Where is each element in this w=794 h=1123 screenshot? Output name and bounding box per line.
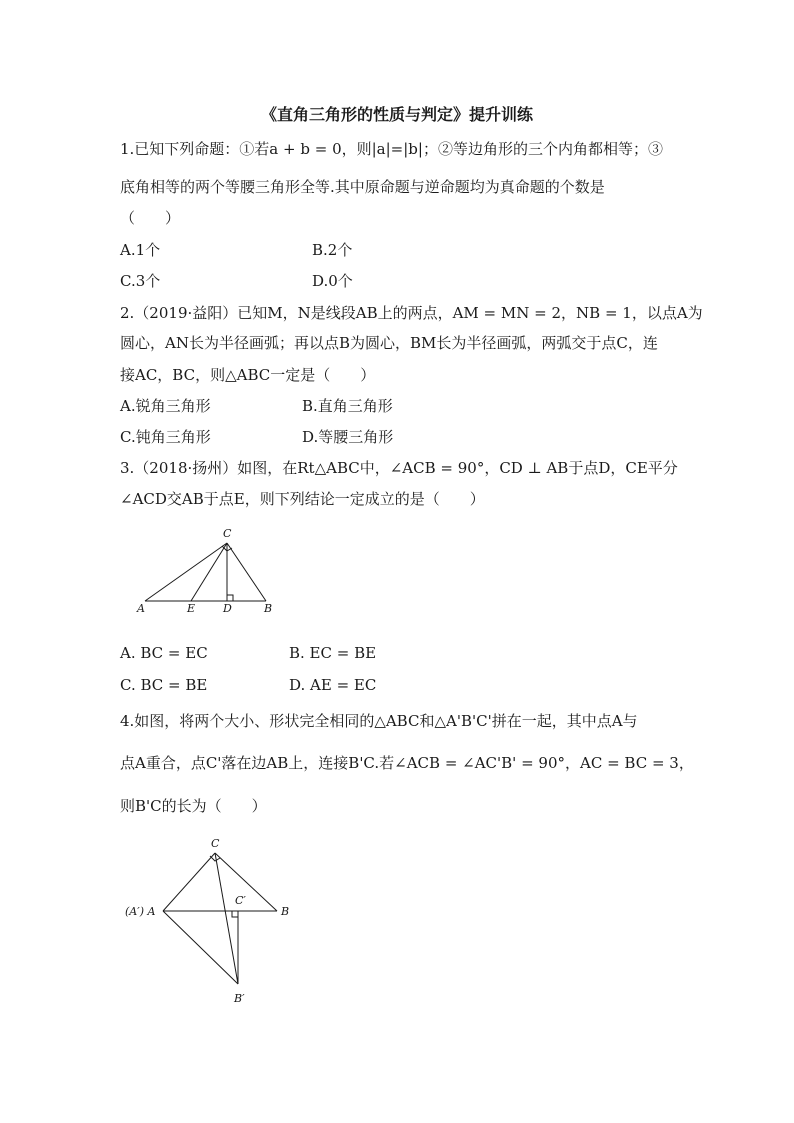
q2-option-a[interactable]: A.锐角三角形 xyxy=(120,397,211,415)
q3-option-b[interactable]: B. EC = BE xyxy=(289,644,377,662)
q4-line-3: 则B'C的长为（ ） xyxy=(120,797,267,815)
segment-ac xyxy=(145,543,227,601)
q3-option-d[interactable]: D. AE = EC xyxy=(289,676,377,694)
page-title: 《直角三角形的性质与判定》提升训练 xyxy=(260,105,533,124)
segment-ce xyxy=(191,543,227,601)
q1-line-1: 1.已知下列命题：①若a + b = 0，则|a|=|b|；②等边角形的三个内角都相等；③ xyxy=(120,140,663,158)
segment-bc xyxy=(227,543,266,601)
q1-line-2: 底角相等的两个等腰三角形全等.其中原命题与逆命题均为真命题的个数是 xyxy=(120,178,605,196)
label-c: C xyxy=(223,527,232,540)
right-angle-mark-c-prime xyxy=(232,911,238,917)
label-d: D xyxy=(223,602,232,615)
q4-line-1: 4.如图，将两个大小、形状完全相同的△ABC和△A'B'C'拼在一起，其中点A与 xyxy=(120,712,638,730)
segment-ac xyxy=(163,853,215,911)
q2-option-c[interactable]: C.钝角三角形 xyxy=(120,428,211,446)
label-e: E xyxy=(187,602,196,615)
q1-option-a[interactable]: A.1个 xyxy=(120,241,161,259)
label-b: B xyxy=(264,602,273,615)
q1-option-c[interactable]: C.3个 xyxy=(120,272,161,290)
q3-line-2: ∠ACD交AB于点E，则下列结论一定成立的是（ ） xyxy=(120,490,485,508)
q2-line-1: 2.（2019·益阳）已知M，N是线段AB上的两点，AM = MN = 2，NB = 1，以点A为 xyxy=(120,304,703,322)
q3-triangle-figure xyxy=(130,522,290,618)
label-c-prime: C′ xyxy=(235,894,246,907)
label-b-prime: B′ xyxy=(234,992,245,1005)
label-a: A xyxy=(137,602,145,615)
right-angle-mark-d xyxy=(227,595,233,601)
q3-option-c[interactable]: C. BC = BE xyxy=(120,676,208,694)
segment-bc xyxy=(215,853,277,911)
q4-triangle-figure xyxy=(115,832,305,1010)
q4-line-2: 点A重合，点C'落在边AB上，连接B'C.若∠ACB = ∠AC'B' = 90°，AC = BC = 3， xyxy=(120,754,694,772)
q3-line-1: 3.（2018·扬州）如图，在Rt△ABC中，∠ACB = 90°，CD ⊥ AB于点D，CE平分 xyxy=(120,459,678,477)
q3-option-a[interactable]: A. BC = EC xyxy=(120,644,208,662)
label-c: C xyxy=(211,837,220,850)
q2-line-3: 接AC，BC，则△ABC一定是（ ） xyxy=(120,366,376,384)
q2-option-b[interactable]: B.直角三角形 xyxy=(302,397,393,415)
q2-line-2: 圆心，AN长为半径画弧；再以点B为圆心，BM长为半径画弧，两弧交于点C，连 xyxy=(120,334,658,352)
q1-option-d[interactable]: D.0个 xyxy=(312,272,353,290)
label-b: B xyxy=(281,905,290,918)
q1-line-3: （ ） xyxy=(120,209,181,227)
q1-option-b[interactable]: B.2个 xyxy=(312,241,353,259)
label-a-prime-a: (A′) A xyxy=(125,905,156,918)
q2-option-d[interactable]: D.等腰三角形 xyxy=(302,428,394,446)
